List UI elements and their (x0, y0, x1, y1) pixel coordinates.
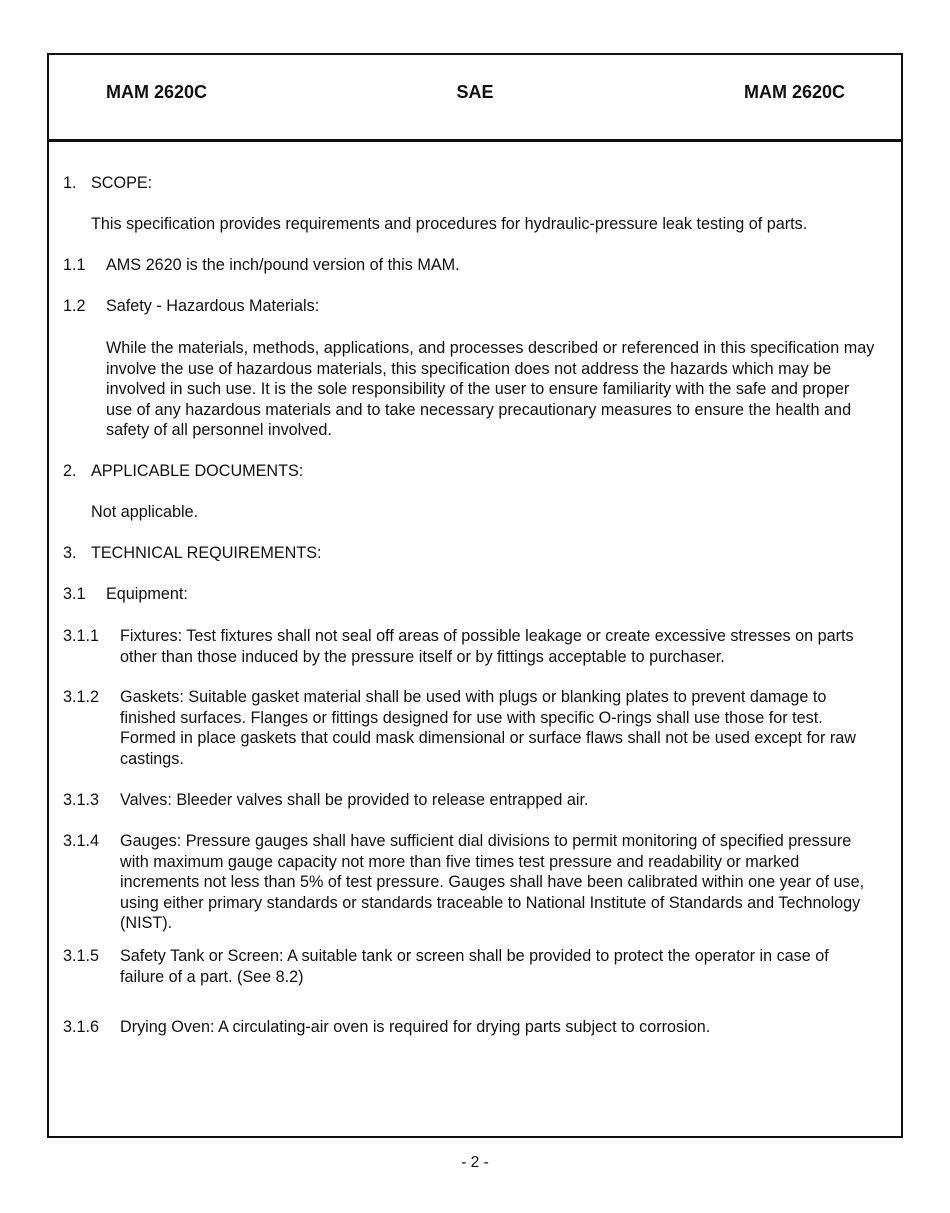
section-heading: APPLICABLE DOCUMENTS: (91, 462, 304, 480)
paragraph-text: AMS 2620 is the inch/pound version of this MAM. (106, 256, 460, 274)
section-number: 3.1.4 (63, 832, 100, 850)
paragraph-text: Gaskets: Suitable gasket material shall be used with plugs or blanking plates to prevent damage to finished surfaces. Flanges or fittings designed for use with specific O-rings shall use those for test. Formed in place gaskets that could mask dimensional or surface flaws shall not be used except for raw castings. (120, 688, 856, 768)
section-number: 3.1.3 (63, 791, 100, 809)
section-number: 3.1.1 (63, 627, 100, 645)
paragraph-text: This specification provides requirements and procedures for hydraulic-pressure leak testing of parts. (91, 215, 808, 233)
paragraph-text: Gauges: Pressure gauges shall have sufficient dial divisions to permit monitoring of specified pressure with maximum gauge capacity not more than five times test pressure and readability or marked increments not less than 5% of test pressure. Gauges shall have been calibrated within one year of use, using either primary standards or standards traceable to National Institute of Standards and Technology (NIST). (120, 832, 865, 933)
section-heading: Equipment: (106, 585, 188, 603)
page-number: - 2 - (461, 1154, 489, 1171)
page-frame (47, 53, 903, 1138)
paragraph-text: Not applicable. (91, 503, 199, 521)
header-doc-id-right: MAM 2620C (743, 82, 845, 102)
page-header (49, 55, 901, 142)
section-heading: SCOPE: (91, 174, 153, 192)
section-heading: TECHNICAL REQUIREMENTS: (91, 544, 322, 562)
section-heading: Safety - Hazardous Materials: (106, 297, 320, 315)
section-number: 3.1 (63, 585, 86, 603)
paragraph-text: Valves: Bleeder valves shall be provided to release entrapped air. (120, 791, 589, 809)
section-number: 1.1 (63, 256, 86, 274)
paragraph-text: While the materials, methods, applications, and processes described or referenced in this specification may involve the use of hazardous materials, this specification does not address the hazards which may be involved in such use. It is the sole responsibility of the user to ensure familiarity with the safe and proper use of any hazardous materials and to take necessary precautionary measures to ensure the health and safety of all personnel involved. (106, 339, 875, 440)
section-number: 3.1.2 (63, 688, 100, 706)
section-number: 3.1.6 (63, 1018, 100, 1036)
header-org: SAE (456, 82, 494, 102)
section-number: 2. (63, 462, 77, 480)
paragraph-text: Drying Oven: A circulating-air oven is required for drying parts subject to corrosion. (120, 1018, 711, 1036)
paragraph-text: Safety Tank or Screen: A suitable tank or screen shall be provided to protect the operator in case of failure of a part. (See 8.2) (120, 947, 829, 986)
section-number: 3.1.5 (63, 947, 100, 965)
section-number: 3. (63, 544, 77, 562)
section-number: 1.2 (63, 297, 86, 315)
section-number: 1. (63, 174, 77, 192)
header-doc-id-left: MAM 2620C (106, 82, 208, 102)
paragraph-text: Fixtures: Test fixtures shall not seal off areas of possible leakage or create excessive stresses on parts other than those induced by the pressure itself or by fittings acceptable to purchaser. (120, 627, 854, 666)
